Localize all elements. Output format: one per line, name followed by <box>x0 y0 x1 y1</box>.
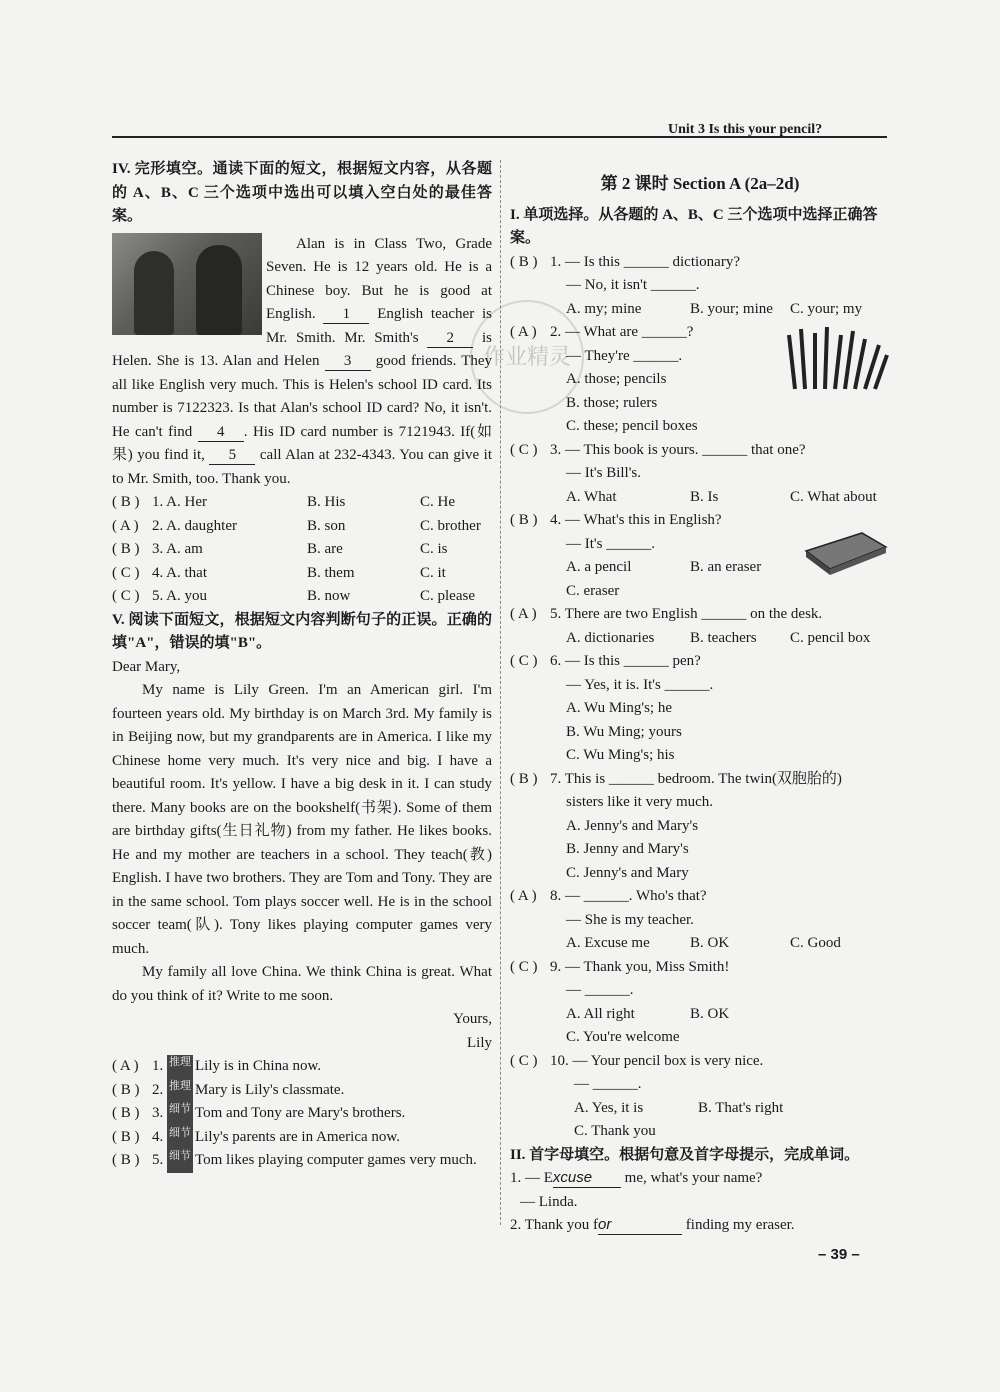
question-line: 6. — Is this ______ pen? <box>550 653 701 669</box>
cloze-passage <box>112 233 492 492</box>
letter-paragraph-1: My name is Lily Green. I'm an American girl. I'm fourteen years old. My birthday is on March 3rd. My family is in Beijing now, but my grandparents are in America. I like my Chinese home very much. It's very nice and big. I have a beautiful room. It's yellow. I have a big desk in it. I can study there. Many books are on the bookshelf(书架). Some of them are birthday gifts(生日礼物) from my father. He likes books. He and my mother are teachers in a school. They teach(教) English. I have two brothers. They are Tom and Tony. They are in the same school. Tom plays soccer well. He is in the school soccer team(队). Tony likes playing computer games very much. <box>112 682 492 957</box>
option-a: A. All right <box>566 1005 635 1022</box>
option-c: C. pencil box <box>790 629 871 646</box>
question-line: 2. — What are ______? <box>550 324 694 340</box>
option-b: B. teachers <box>690 629 757 646</box>
letter-signature: Lily <box>467 1034 492 1051</box>
photo-person-girl <box>134 251 174 335</box>
fill-question-2 <box>510 1214 890 1238</box>
running-header: Unit 3 Is this your pencil? <box>668 122 823 137</box>
letter-greeting: Dear Mary, <box>112 658 181 675</box>
question-line: 3. — This book is yours. ______ that one? <box>550 441 806 458</box>
question-number: 2. <box>152 1081 164 1098</box>
true-false-questions <box>112 1055 492 1173</box>
mc-question-9 <box>510 956 890 1050</box>
blank-5: 5 <box>209 446 255 465</box>
blank-4: 4 <box>198 423 244 442</box>
option-a: A. Excuse me <box>566 935 650 951</box>
question-type-tag: 推理 <box>167 1079 193 1103</box>
lesson-title: 第 2 课时 Section A (2a–2d) <box>600 174 800 193</box>
answer: ( C ) <box>112 564 140 581</box>
passage-text-2: English teacher is Mr. Smith. Mr. Smith's <box>266 306 493 346</box>
passage-text-3: is Helen. She is 13. Alan and Helen <box>112 329 493 369</box>
students-photo <box>112 233 262 335</box>
section-5-heading: V. 阅读下面短文，根据短文内容判断句子的正误。正确的填"A"，错误的填"B"。 <box>112 611 492 651</box>
tf-question <box>112 1102 492 1126</box>
answer: ( C ) <box>510 441 538 458</box>
answer: ( B ) <box>112 1152 140 1168</box>
answer: ( B ) <box>112 541 140 557</box>
answer: ( A ) <box>112 1058 139 1074</box>
answer: ( B ) <box>510 770 538 787</box>
question-number: 4. <box>152 1128 164 1145</box>
page-number: – 39 – <box>818 1246 860 1263</box>
blank-1: 1 <box>323 305 369 324</box>
answer: ( C ) <box>112 588 140 604</box>
option-a: A. a pencil <box>566 559 632 575</box>
fill-answer: or <box>598 1216 682 1235</box>
letter-closing: Yours, <box>453 1011 492 1027</box>
option-c: C. brother <box>420 517 481 534</box>
cloze-question <box>112 491 492 515</box>
question-text: Tom and Tony are Mary's brothers. <box>195 1105 406 1121</box>
question-type-tag: 细节 <box>167 1102 193 1126</box>
mc-question-3 <box>510 439 890 510</box>
option-a: 1. A. Her <box>152 494 207 510</box>
option-b: B. Jenny and Mary's <box>566 841 689 857</box>
question-number: 5. <box>152 1152 164 1168</box>
option-a: A. What <box>566 488 617 505</box>
blank-2: 2 <box>427 329 473 348</box>
fill-prefix: 1. — E <box>510 1170 553 1186</box>
option-c: C. please <box>420 588 475 604</box>
passage-text-5: . His ID card number is 7121943. If(如果) you find it, <box>112 423 493 463</box>
question-line: — ______. <box>574 1076 642 1092</box>
mc-question-7 <box>510 768 890 886</box>
tf-question <box>112 1055 492 1079</box>
option-c: C. these; pencil boxes <box>566 418 698 434</box>
question-type-tag: 推理 <box>167 1055 193 1079</box>
question-text: Lily is in China now. <box>195 1058 322 1074</box>
question-line: — No, it isn't ______. <box>566 277 700 293</box>
option-c: C. You're welcome <box>566 1029 680 1045</box>
answer: ( A ) <box>112 517 139 534</box>
cloze-question <box>112 562 492 586</box>
option-c: C. Good <box>790 935 841 951</box>
answer: ( A ) <box>510 324 537 340</box>
fill-reply: — Linda. <box>520 1193 578 1210</box>
option-a: 5. A. you <box>152 588 208 604</box>
option-b: B. OK <box>690 935 730 951</box>
answer: ( B ) <box>112 1081 140 1098</box>
answer: ( C ) <box>510 958 538 975</box>
photo-person-boy <box>196 245 242 335</box>
question-number: 1. <box>152 1058 164 1074</box>
option-b: B. Wu Ming; yours <box>566 723 682 740</box>
option-c: C. He <box>420 494 455 510</box>
option-c: C. What about <box>790 488 877 505</box>
mc-question-1 <box>510 251 890 322</box>
question-number: 3. <box>152 1105 164 1121</box>
option-a: A. my; mine <box>566 300 642 317</box>
question-line: 8. — ______. Who's that? <box>550 888 707 904</box>
option-c: C. it <box>420 564 446 581</box>
question-line: 9. — Thank you, Miss Smith! <box>550 958 730 975</box>
option-a: 4. A. that <box>152 564 207 581</box>
option-c: C. Wu Ming's; his <box>566 747 675 763</box>
answer: ( B ) <box>112 1128 140 1145</box>
option-a: A. dictionaries <box>566 629 655 646</box>
passage-text-6: call Alan at 232-4343. You can give it to Mr. Smith, too. Thank you. <box>112 447 493 487</box>
option-b: B. an eraser <box>690 559 762 575</box>
tf-question <box>112 1149 492 1173</box>
option-b: B. OK <box>690 1005 730 1022</box>
mc-question-10 <box>510 1050 890 1144</box>
cloze-question <box>112 585 492 609</box>
passage-text-1: Alan is in Class Two, Grade Seven. He is 12 years old. He is a Chinese boy. But he is good at English. <box>266 235 492 322</box>
question-line: 1. — Is this ______ dictionary? <box>550 253 740 270</box>
option-c: C. eraser <box>566 582 620 599</box>
question-line: 10. — Your pencil box is very nice. <box>550 1052 764 1069</box>
option-c: C. your; my <box>790 300 863 317</box>
question-line: — She is my teacher. <box>566 911 694 928</box>
blank-3: 3 <box>325 352 371 371</box>
option-b: B. those; rulers <box>566 394 658 411</box>
fill-answer: xcuse <box>553 1169 621 1188</box>
answer: ( A ) <box>510 888 537 904</box>
section-2-heading: II. 首字母填空。根据句意及首字母提示，完成单词。 <box>510 1146 860 1163</box>
watermark-stamp: 作业精灵 <box>470 300 584 414</box>
option-b: B. That's right <box>698 1099 784 1116</box>
question-line: 5. There are two English ______ on the desk. <box>550 606 823 622</box>
question-text: Tom likes playing computer games very much. <box>195 1152 477 1168</box>
fill-suffix: finding my eraser. <box>685 1217 795 1233</box>
pencils-picture <box>785 325 890 393</box>
cloze-questions <box>112 491 492 609</box>
option-b: B. now <box>307 588 351 604</box>
option-c: C. is <box>420 541 448 557</box>
tf-question <box>112 1126 492 1150</box>
cloze-question <box>112 515 492 539</box>
mc-question-6 <box>510 650 890 768</box>
question-line: — It's ______. <box>566 535 655 552</box>
answer: ( B ) <box>112 1105 140 1121</box>
answer: ( C ) <box>510 653 538 669</box>
option-b: B. your; mine <box>690 300 773 317</box>
fill-prefix: 2. Thank you f <box>510 1217 599 1233</box>
answer: ( B ) <box>510 253 538 270</box>
left-column <box>112 158 492 1173</box>
option-b: B. are <box>307 541 343 557</box>
eraser-picture <box>802 529 888 575</box>
option-c: C. Jenny's and Mary <box>566 864 689 881</box>
cloze-question <box>112 538 492 562</box>
letter-paragraph-2: My family all love China. We think China is great. What do you think of it? Write to me soon. <box>112 964 492 1004</box>
tf-question <box>112 1079 492 1103</box>
section-1-heading: I. 单项选择。从各题的 A、B、C 三个选项中选择正确答案。 <box>510 206 878 246</box>
question-line: — It's Bill's. <box>566 465 641 481</box>
answer: ( C ) <box>510 1052 538 1069</box>
header-rule <box>112 136 887 138</box>
mc-question-5 <box>510 603 890 650</box>
question-type-tag: 细节 <box>167 1149 193 1173</box>
question-line: — Yes, it is. It's ______. <box>566 676 714 693</box>
fill-suffix: me, what's your name? <box>624 1170 763 1186</box>
option-a: 3. A. am <box>152 541 203 557</box>
question-text: Mary is Lily's classmate. <box>195 1081 345 1098</box>
mc-question-4 <box>510 509 890 603</box>
option-a: A. Jenny's and Mary's <box>566 817 699 834</box>
option-b: B. son <box>307 517 346 534</box>
question-line: 4. — What's this in English? <box>550 512 722 528</box>
option-b: B. His <box>307 494 346 510</box>
section-4-heading: IV. 完形填空。通读下面的短文，根据短文内容，从各题的 A、B、C 三个选项中选出可以填入空白处的最佳答案。 <box>112 161 492 224</box>
option-a: A. Yes, it is <box>574 1099 644 1116</box>
answer: ( B ) <box>112 494 140 510</box>
option-a: 2. A. daughter <box>152 517 237 534</box>
question-line: — They're ______. <box>566 347 683 364</box>
fill-question-1 <box>510 1167 890 1191</box>
question-type-tag: 细节 <box>167 1126 193 1150</box>
answer: ( A ) <box>510 606 537 622</box>
right-column <box>510 172 890 1238</box>
option-b: B. them <box>307 564 355 581</box>
option-a: A. Wu Ming's; he <box>566 700 672 716</box>
answer: ( B ) <box>510 512 538 528</box>
question-line: sisters like it very much. <box>566 794 714 810</box>
option-b: B. Is <box>690 488 719 505</box>
question-text: Lily's parents are in America now. <box>195 1128 400 1145</box>
question-line: 7. This is ______ bedroom. The twin(双胞胎的) <box>550 770 842 787</box>
question-line: — ______. <box>566 982 634 998</box>
mc-question-8 <box>510 885 890 956</box>
passage-text-4: good friends. They all like English very much. This is Helen's school ID card. Its number is 7122323. Is that Alan's school ID card? No, it isn't. He can't find <box>112 353 493 440</box>
option-a: A. those; pencils <box>566 371 667 387</box>
option-c: C. Thank you <box>574 1123 656 1139</box>
mc-question-2 <box>510 321 890 439</box>
